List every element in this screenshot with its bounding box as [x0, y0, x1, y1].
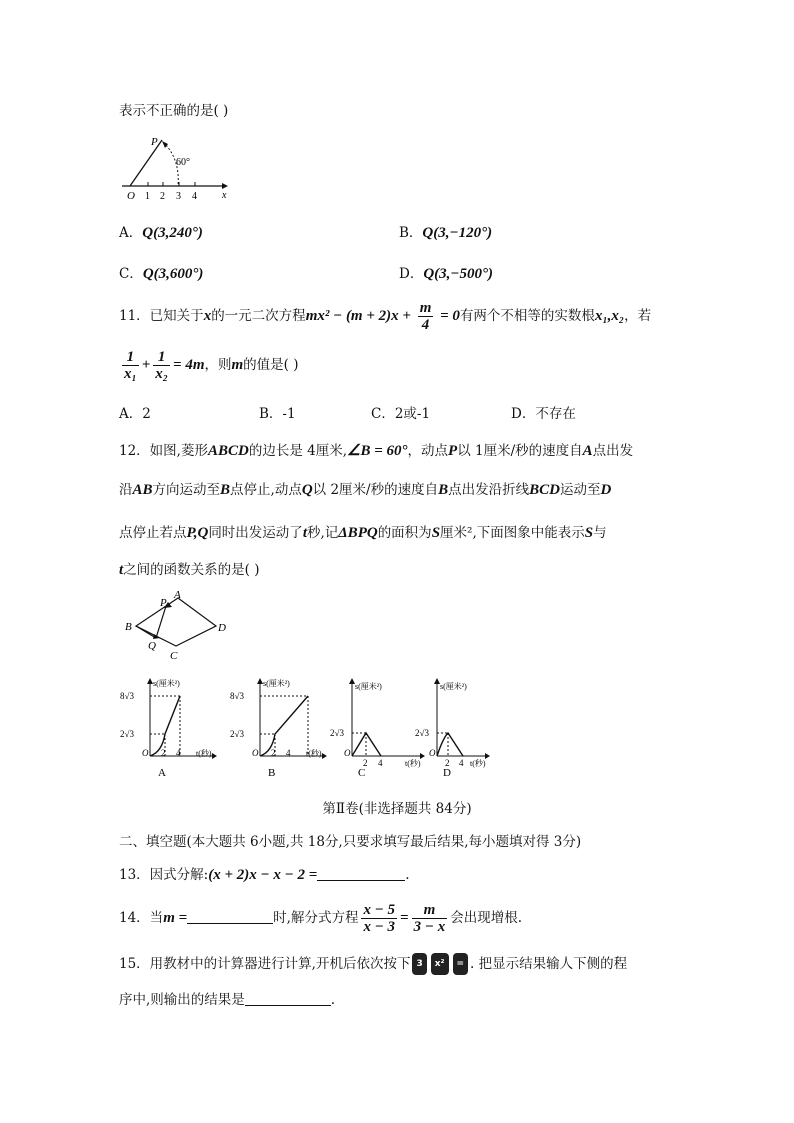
svg-text:t(秒): t(秒)	[306, 749, 322, 758]
svg-text:2√3: 2√3	[120, 729, 134, 739]
key-equals: =	[453, 953, 469, 975]
label-q: Q	[148, 640, 156, 652]
key-3: 3	[412, 953, 426, 975]
svg-text:8√3: 8√3	[230, 691, 244, 701]
svg-text:2: 2	[161, 748, 166, 758]
q12-line-1: 12．如图,菱形ABCD的边长是 4厘米,∠B = 60°，动点P以 1厘米/秒的速度自A点出发	[119, 443, 634, 459]
q10-option-d: D．Q(3,−500°)	[399, 266, 493, 282]
svg-text:2√3: 2√3	[415, 728, 429, 738]
label-p: P	[160, 597, 167, 609]
svg-text:2: 2	[445, 758, 450, 768]
q11-option-a: A．2	[119, 406, 151, 422]
section-2-heading: 二、填空题(本大题共 6小题,共 18分,只要求填写最后结果,每小题填对得 3分)	[119, 834, 582, 850]
tick-3: 3	[176, 191, 181, 202]
q10-stem-tail: 表示不正确的是( )	[119, 103, 229, 119]
graph-a-label: A	[158, 767, 166, 779]
q13-line: 13．因式分解:(x + 2)x − x − 2 = .	[119, 867, 410, 883]
q12-line-4: t之间的函数关系的是( )	[119, 562, 260, 578]
svg-text:2: 2	[271, 748, 276, 758]
label-b: B	[125, 621, 132, 633]
q12-rhombus-figure	[120, 590, 232, 662]
point-p-label: P	[151, 136, 158, 148]
graph-b-label: B	[268, 767, 276, 779]
part-2-title: 第Ⅱ卷(非选择题共 84分)	[322, 801, 472, 817]
tick-2: 2	[160, 191, 165, 202]
label-d: D	[218, 622, 226, 634]
rhombus-abcd	[136, 598, 216, 646]
q14-answer-blank[interactable]	[187, 909, 273, 924]
label-c: C	[170, 650, 178, 662]
svg-text:4: 4	[459, 758, 464, 768]
svg-text:O: O	[142, 748, 149, 758]
label-a: A	[174, 590, 181, 601]
q13-answer-blank[interactable]	[317, 866, 405, 881]
svg-text:8√3: 8√3	[120, 691, 134, 701]
svg-text:2√3: 2√3	[330, 728, 344, 738]
q10-polar-figure	[118, 133, 233, 203]
svg-text:t(秒): t(秒)	[405, 759, 421, 768]
q12-line-2: 沿AB方向运动至B点停止,动点Q以 2厘米/秒的速度自B点出发沿折线BCD运动至D	[119, 482, 612, 498]
segment-pq	[156, 606, 166, 638]
svg-text:s(厘米²): s(厘米²)	[263, 679, 290, 688]
key-x-squared: x²	[431, 953, 449, 975]
q10-option-b: B．Q(3,−120°)	[399, 225, 493, 241]
q11-option-d: D．不存在	[511, 406, 576, 422]
svg-text:s(厘米²): s(厘米²)	[440, 682, 467, 691]
graph-a	[118, 676, 218, 784]
graph-d-label: D	[443, 767, 451, 779]
svg-text:s(厘米²): s(厘米²)	[355, 682, 382, 691]
svg-text:2√3: 2√3	[230, 729, 244, 739]
x-axis-arrow	[222, 183, 228, 189]
axis-x-label: x	[222, 190, 227, 201]
arc-arrow	[162, 141, 168, 148]
q11-line-2: $\frac{1}{\text{x₁}}$ + $\frac{1}{\text{x₂}}$ = 4m，则m的值是( )	[124, 349, 299, 382]
segment-bq	[136, 626, 156, 638]
svg-text:O: O	[344, 748, 351, 758]
graph-c-label: C	[358, 767, 366, 779]
q10-option-a: A．Q(3,240°)	[119, 225, 203, 241]
tick-1: 1	[145, 191, 150, 202]
svg-text:O: O	[429, 748, 436, 758]
q15-line-2: 序中,则输出的结果是 .	[119, 992, 336, 1008]
q15-line-1: 15．用教材中的计算器进行计算,开机后依次按下 3 x² = . 把显示结果输人下侧的程	[119, 953, 627, 975]
tick-4: 4	[192, 191, 197, 202]
q12-line-3: 点停止若点P,Q同时出发运动了t秒,记ΔBPQ的面积为S厘米²,下面图象中能表示S与	[119, 525, 607, 541]
origin-label: O	[127, 190, 135, 202]
q14-line: 14．当m = 时,解分式方程 $\frac{x - 5}{x - 3}$ = $\frac{m}{3 - x}$ 会出现增根.	[119, 902, 522, 935]
q11-option-b: B．-1	[259, 406, 296, 422]
svg-text:O: O	[252, 748, 259, 758]
graph-b	[228, 676, 328, 784]
svg-text:s(厘米²): s(厘米²)	[153, 679, 180, 688]
angle-label: 60°	[176, 157, 190, 168]
svg-text:t(秒): t(秒)	[196, 749, 212, 758]
graph-d	[415, 676, 515, 784]
svg-text:4: 4	[176, 748, 181, 758]
q11-line-1: 11．已知关于x的一元二次方程mx² − (m + 2)x + $\frac{m}{4}$ = 0有两个不相等的实数根x₁,x₂，若	[119, 300, 652, 333]
q11-option-c: C．2或-1	[371, 406, 431, 422]
svg-text:2: 2	[363, 758, 368, 768]
svg-text:t(秒): t(秒)	[470, 759, 486, 768]
svg-text:4: 4	[286, 748, 291, 758]
svg-text:4: 4	[378, 758, 383, 768]
q15-answer-blank[interactable]	[245, 991, 331, 1006]
q10-option-c: C．Q(3,600°)	[119, 266, 204, 282]
